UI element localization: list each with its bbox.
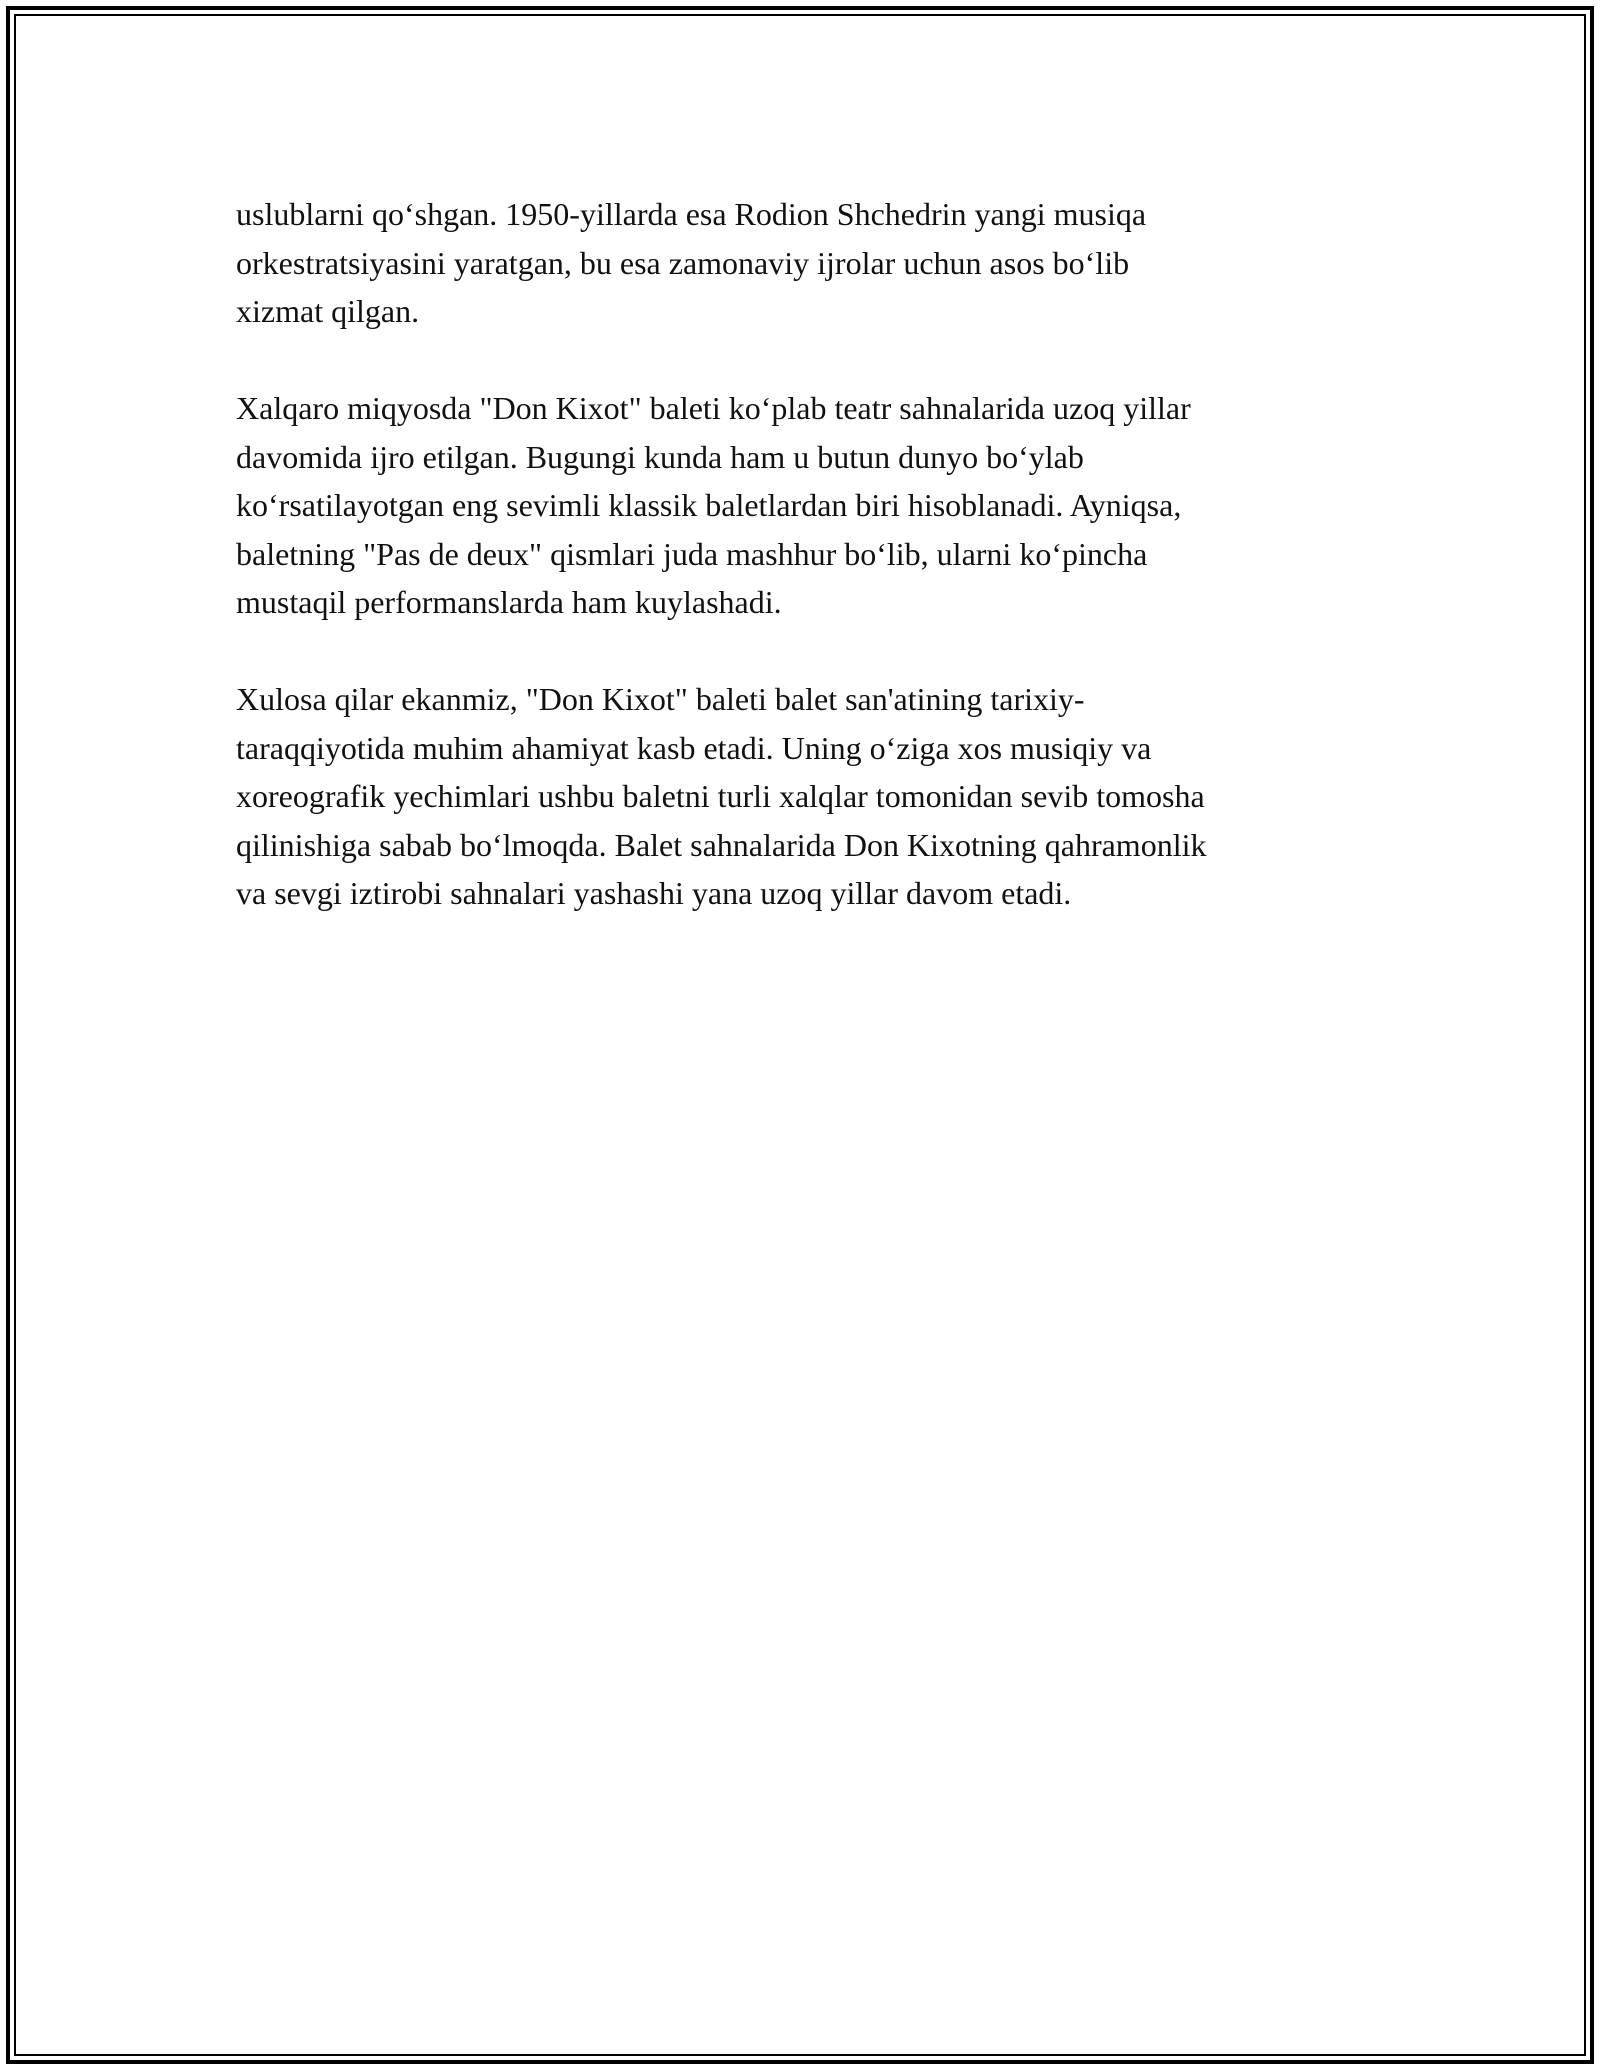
paragraph-international: Xalqaro miqyosda "Don Kixot" baleti ko‘plab teatr sahnalarida uzoq yillar davomida ijro etilgan. Bugungi kunda ham u butun dunyo bo‘ylab ko‘rsatilayotgan eng sevimli klassik baletlardan biri hisoblanadi. Ayniqsa, baletning "Pas de deux" qismlari juda mashhur bo‘lib, ularni ko‘pincha mustaqil performanslarda ham kuylashadi. (236, 390, 1191, 620)
document-body (236, 190, 1366, 966)
paragraph-continuation: uslublarni qo‘shgan. 1950-yillarda esa Rodion Shchedrin yangi musiqa orkestratsiyasini yaratgan, bu esa zamonaviy ijrolar uchun asos bo‘lib xizmat qilgan. (236, 196, 1147, 329)
paragraph-conclusion: Xulosa qilar ekanmiz, "Don Kixot" baleti balet san'atining tarixiy- taraqqiyotida muhim ahamiyat kasb etadi. Uning o‘ziga xos musiqiy va xoreografik yechimlari ushbu baletni turli xalqlar tomonidan sevib tomosha qilinishiga sabab bo‘lmoqda. Balet sahnalarida Don Kixotning qahramonlik va sevgi iztirobi sahnalari yashashi yana uzoq yillar davom etadi. (236, 681, 1207, 911)
